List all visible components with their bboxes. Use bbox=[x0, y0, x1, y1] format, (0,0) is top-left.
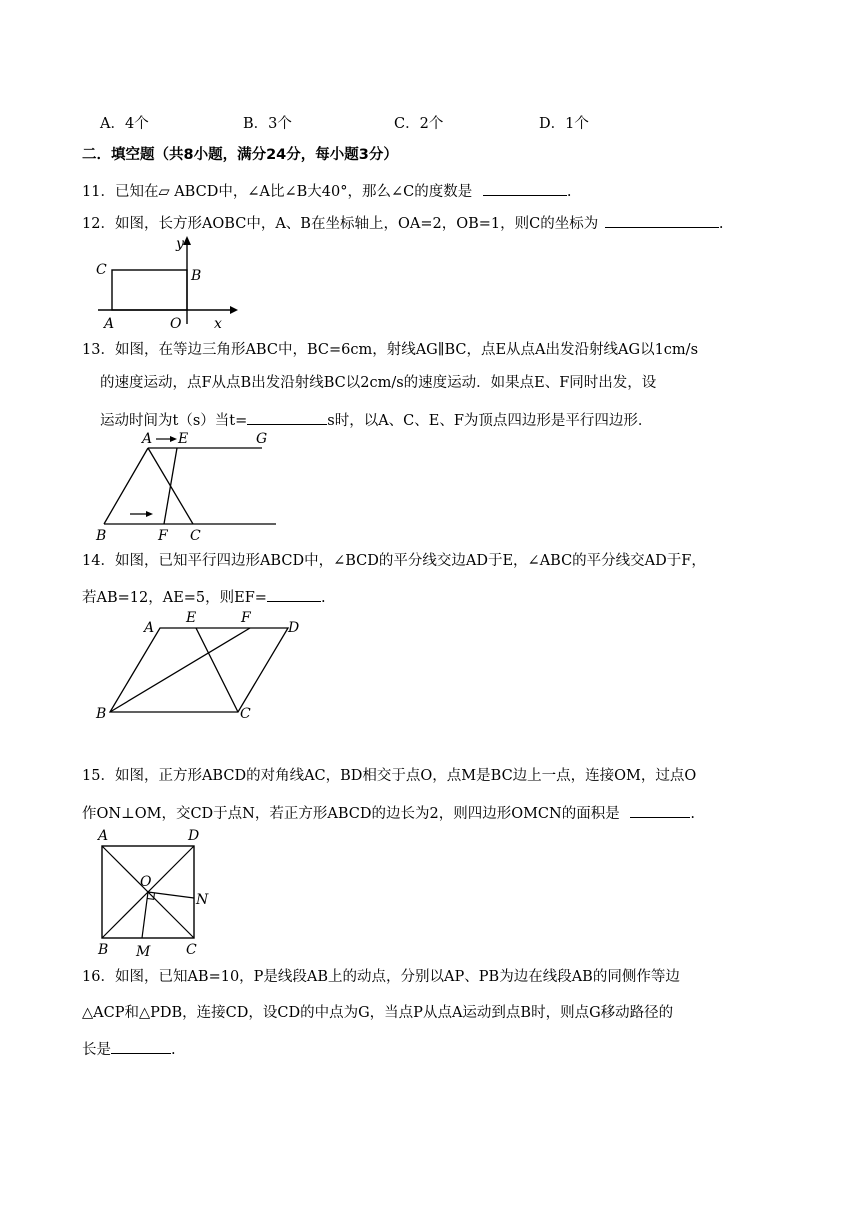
question-14-end: . bbox=[320, 590, 326, 606]
answer-blank[interactable] bbox=[483, 180, 567, 196]
question-11 bbox=[82, 180, 571, 202]
section-title: 二．填空题（共8小题，满分24分，每小题3分） bbox=[82, 147, 398, 163]
option-d: D．1个 bbox=[539, 116, 589, 132]
question-13-tail: s时，以A、C、E、F为顶点四边形是平行四边形． bbox=[327, 413, 653, 429]
figure-q14 bbox=[90, 606, 310, 722]
label-y: y bbox=[176, 236, 184, 252]
label-c: C bbox=[186, 942, 197, 958]
question-15-text: 作ON⊥OM，交CD于点N，若正方形ABCD的边长为2，则四边形OMCN的面积是 bbox=[82, 806, 620, 822]
label-c: C bbox=[190, 528, 201, 544]
question-16-line-3 bbox=[82, 1038, 176, 1060]
label-b: B bbox=[96, 706, 107, 722]
question-11-end: . bbox=[566, 184, 572, 200]
label-o: O bbox=[170, 316, 182, 332]
answer-blank[interactable] bbox=[267, 586, 321, 602]
question-15-line-1: 15．如图，正方形ABCD的对角线AC，BD相交于点O，点M是BC边上一点，连接OM，过点O bbox=[82, 768, 697, 784]
label-d: D bbox=[288, 620, 300, 636]
label-a: A bbox=[98, 828, 109, 844]
label-f: F bbox=[241, 610, 251, 626]
label-f: F bbox=[158, 528, 168, 544]
label-b: B bbox=[98, 942, 109, 958]
label-o: O bbox=[140, 874, 152, 890]
question-11-text: 11．已知在▱ ABCD中，∠A比∠B大40°，那么∠C的度数是 bbox=[82, 184, 473, 200]
label-e: E bbox=[178, 431, 189, 447]
option-b: B．3个 bbox=[243, 116, 292, 132]
label-c: C bbox=[96, 262, 107, 278]
option-a: A．4个 bbox=[100, 116, 149, 132]
label-b: B bbox=[191, 268, 202, 284]
question-14-text: 若AB=12，AE=5，则EF= bbox=[82, 590, 267, 606]
question-16-end: . bbox=[171, 1042, 176, 1058]
label-a: A bbox=[104, 316, 115, 332]
figure-q15 bbox=[92, 824, 222, 960]
option-c: C．2个 bbox=[394, 116, 444, 132]
label-e: E bbox=[186, 610, 197, 626]
label-d: D bbox=[188, 828, 200, 844]
figure-q12 bbox=[90, 232, 240, 332]
question-15-end: . bbox=[690, 806, 695, 822]
question-13-text: 运动时间为t（s）当t= bbox=[100, 413, 248, 429]
answer-blank[interactable] bbox=[111, 1038, 171, 1054]
question-16-text: 长是 bbox=[82, 1042, 111, 1058]
question-14-line-1: 14．如图，已知平行四边形ABCD中，∠BCD的平分线交边AD于E，∠ABC的平分线交AD于F， bbox=[82, 553, 706, 569]
answer-blank[interactable] bbox=[247, 409, 327, 425]
label-b: B bbox=[96, 528, 107, 544]
question-12 bbox=[82, 212, 723, 234]
question-15-line-2 bbox=[82, 802, 695, 824]
question-12-text: 12．如图，长方形AOBC中，A、B在坐标轴上，OA=2，OB=1，则C的坐标为 bbox=[82, 216, 599, 232]
label-x: x bbox=[214, 316, 222, 332]
question-16-line-1: 16．如图，已知AB=10，P是线段AB上的动点，分别以AP、PB为边在线段AB的同侧作等边 bbox=[82, 969, 680, 985]
question-14-line-2 bbox=[82, 586, 326, 608]
figure-q13 bbox=[90, 428, 290, 544]
label-n: N bbox=[196, 892, 209, 908]
label-c: C bbox=[240, 706, 251, 722]
question-12-end: . bbox=[718, 216, 724, 232]
question-16-line-2: △ACP和△PDB，连接CD，设CD的中点为G，当点P从点A运动到点B时，则点G移动路径的 bbox=[82, 1005, 674, 1021]
question-13-line-1: 13．如图，在等边三角形ABC中，BC=6cm，射线AG∥BC，点E从点A出发沿射线AG以1cm/s bbox=[82, 342, 699, 358]
answer-blank[interactable] bbox=[630, 802, 690, 818]
question-13-line-2: 的速度运动，点F从点B出发沿射线BC以2cm/s的速度运动．如果点E、F同时出发，设 bbox=[100, 375, 657, 391]
label-a: A bbox=[144, 620, 155, 636]
label-m: M bbox=[136, 944, 151, 960]
label-g: G bbox=[256, 431, 268, 447]
label-a: A bbox=[142, 431, 153, 447]
answer-blank[interactable] bbox=[605, 212, 719, 228]
